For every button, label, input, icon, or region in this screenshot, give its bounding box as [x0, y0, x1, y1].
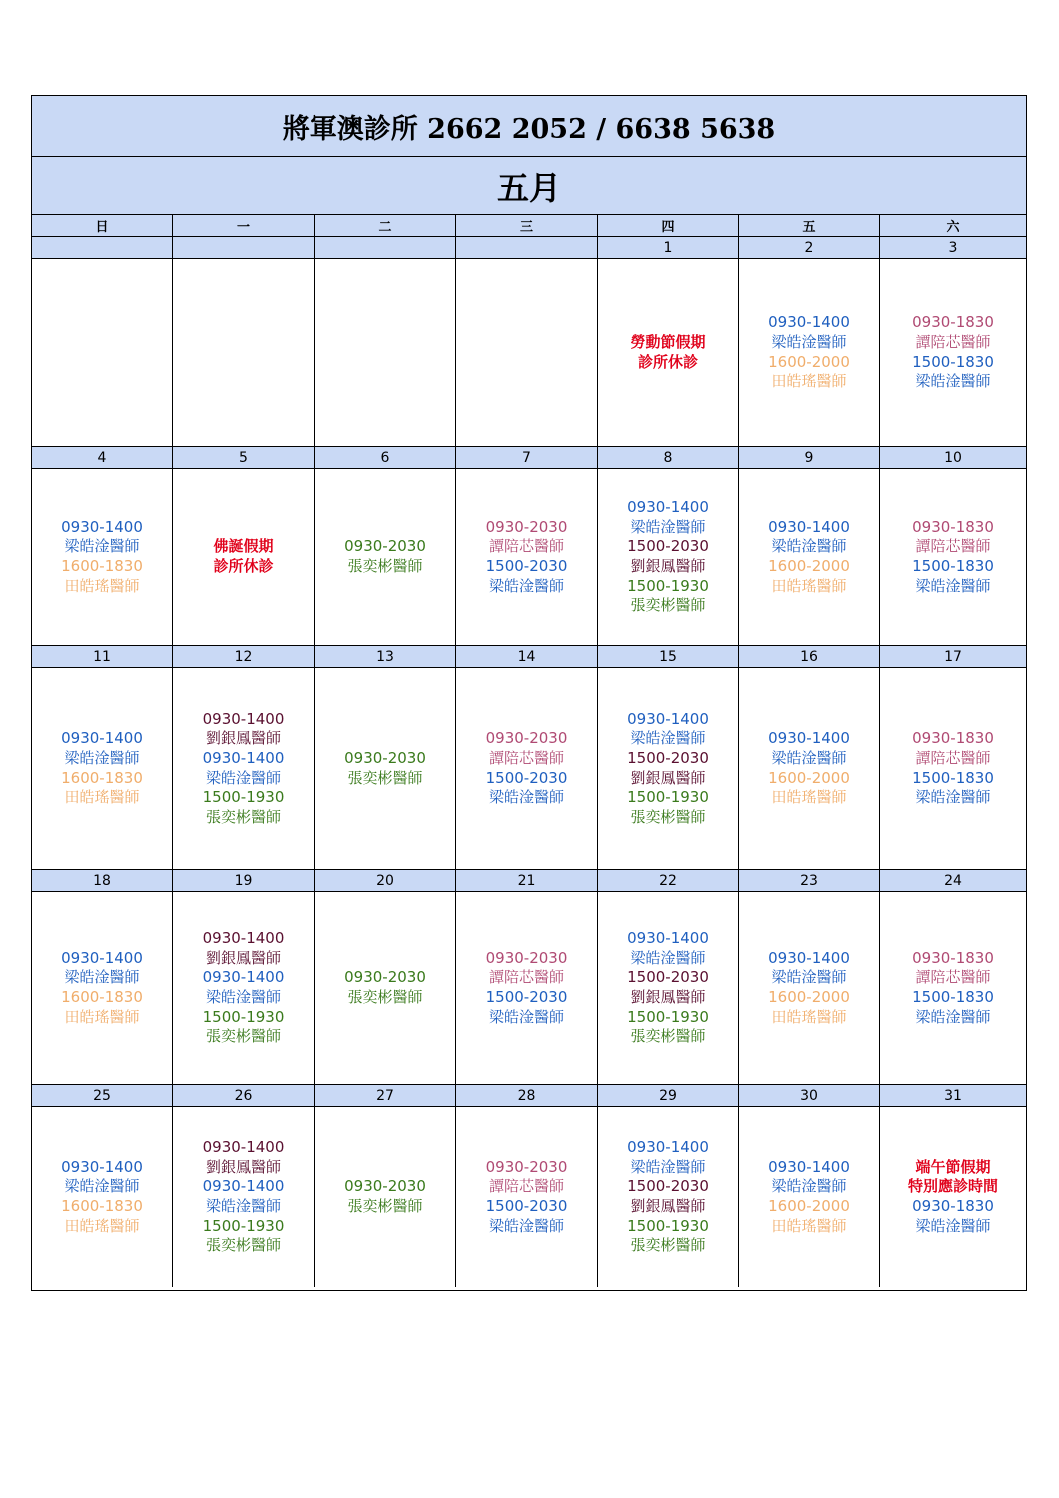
- doctor-name: 梁皓淦醫師: [915, 1216, 991, 1235]
- shift-time: 0930-1830: [912, 313, 994, 332]
- doctor-name: 梁皓淦醫師: [488, 1216, 564, 1235]
- shift-time: 0930-2030: [344, 1177, 426, 1196]
- shift-time: 1600-1830: [61, 988, 143, 1006]
- day-cell: [739, 469, 880, 645]
- doctor-name: 張奕彬醫師: [630, 1236, 706, 1255]
- day-cell: [880, 1107, 1026, 1287]
- doctor-name: 梁皓淦醫師: [915, 1007, 991, 1026]
- shift-time: 1500-1930: [202, 1216, 285, 1235]
- shift-time: 0930-1400: [627, 929, 709, 948]
- date-number: 30: [739, 1085, 880, 1106]
- date-number-row: [32, 646, 1026, 668]
- doctor-name: 劉銀鳳醫師: [205, 948, 281, 967]
- day-cell: [739, 1107, 880, 1287]
- shift-time: 1500-1830: [912, 988, 994, 1006]
- doctor-name: 梁皓淦醫師: [630, 948, 706, 967]
- shift-time: 0930-1830: [912, 729, 994, 748]
- date-number: 22: [598, 870, 739, 891]
- doctor-name: 張奕彬醫師: [347, 1197, 423, 1215]
- doctor-name: 梁皓淦醫師: [64, 537, 140, 556]
- doctor-name: 劉銀鳳醫師: [630, 768, 706, 787]
- day-cell: [173, 469, 315, 645]
- doctor-name: 梁皓淦醫師: [630, 729, 706, 748]
- day-cell: [880, 259, 1026, 446]
- shift-time: 0930-1400: [61, 1157, 143, 1176]
- doctor-name: 劉銀鳳醫師: [205, 729, 281, 748]
- doctor-name: 梁皓淦醫師: [630, 1157, 706, 1176]
- holiday-notice: 佛誕假期: [213, 537, 274, 556]
- shift-time: 0930-1400: [61, 948, 143, 967]
- shift-time: 0930-1400: [202, 709, 285, 728]
- doctor-name: 田皓瑤醫師: [64, 1216, 140, 1235]
- shift-time: 1500-2030: [485, 1197, 568, 1215]
- shift-time: 0930-2030: [485, 1157, 568, 1176]
- shift-time: 0930-2030: [344, 537, 426, 556]
- date-number: 28: [456, 1085, 598, 1106]
- day-cell: [880, 469, 1026, 645]
- day-cell: [598, 469, 739, 645]
- date-number: 21: [456, 870, 598, 891]
- doctor-name: 梁皓淦醫師: [915, 788, 991, 807]
- date-number: 5: [173, 447, 315, 468]
- doctor-name: 張奕彬醫師: [630, 807, 706, 826]
- doctor-name: 梁皓淦醫師: [771, 332, 847, 351]
- date-number: 14: [456, 646, 598, 667]
- doctor-name: 田皓瑤醫師: [771, 1216, 847, 1235]
- date-number: 19: [173, 870, 315, 891]
- doctor-name: 田皓瑤醫師: [771, 576, 847, 595]
- weekday-sat: 六: [946, 220, 960, 235]
- day-cell: [173, 892, 315, 1084]
- doctor-name: 梁皓淦醫師: [915, 576, 991, 595]
- doctor-name: 梁皓淦醫師: [64, 1177, 140, 1196]
- day-cell: [739, 892, 880, 1084]
- shift-time: 1500-1930: [202, 788, 285, 807]
- doctor-name: 張奕彬醫師: [205, 807, 281, 826]
- doctor-name: 田皓瑤醫師: [771, 372, 847, 391]
- doctor-name: 譚陪芯醫師: [488, 1177, 564, 1196]
- doctor-name: 田皓瑤醫師: [64, 1007, 140, 1026]
- doctor-name: 梁皓淦醫師: [205, 768, 281, 787]
- date-number: [32, 237, 173, 258]
- shift-time: 0930-2030: [485, 729, 568, 748]
- doctor-name: 梁皓淦醫師: [488, 576, 564, 595]
- doctor-name: 田皓瑤醫師: [64, 788, 140, 807]
- doctor-name: 譚陪芯醫師: [915, 332, 991, 351]
- shift-time: 1500-2030: [485, 988, 568, 1006]
- day-cell: [32, 892, 173, 1084]
- date-number: [173, 237, 315, 258]
- shift-time: 1500-1930: [627, 1007, 709, 1026]
- date-number-row: [32, 237, 1026, 259]
- shift-time: 0930-2030: [485, 948, 568, 967]
- day-cell: [598, 668, 739, 869]
- shift-time: 0930-1400: [202, 1177, 285, 1196]
- doctor-name: 梁皓淦醫師: [488, 788, 564, 807]
- date-number: [315, 237, 456, 258]
- day-cell: [32, 1107, 173, 1287]
- holiday-notice: 特別應診時間: [907, 1177, 998, 1196]
- shift-time: 0930-1400: [202, 1138, 285, 1157]
- shift-time: 0930-1400: [61, 517, 143, 536]
- date-number: 18: [32, 870, 173, 891]
- clinic-title: 將軍澳診所 2662 2052 / 6638 5638: [32, 96, 1026, 157]
- weekday-thu: 四: [598, 215, 739, 236]
- doctor-name: 譚陪芯醫師: [488, 968, 564, 987]
- schedule-row: [32, 892, 1026, 1085]
- shift-time: 0930-1400: [768, 729, 850, 748]
- shift-time: 1500-2030: [485, 768, 568, 787]
- shift-time: 1500-2030: [627, 748, 709, 767]
- doctor-name: 田皓瑤醫師: [771, 1007, 847, 1026]
- day-cell: [598, 892, 739, 1084]
- date-number: 26: [173, 1085, 315, 1106]
- holiday-notice: 端午節假期: [915, 1157, 991, 1176]
- shift-time: 1600-2000: [768, 352, 850, 371]
- date-number: 23: [739, 870, 880, 891]
- day-cell: [315, 1107, 456, 1287]
- shift-time: 1600-1830: [61, 557, 143, 575]
- doctor-name: 譚陪芯醫師: [488, 748, 564, 767]
- shift-time: 1500-2030: [627, 1177, 709, 1196]
- empty-day-cell: [173, 259, 315, 446]
- weekday-fri: 五: [739, 215, 880, 236]
- shift-time: 0930-1830: [912, 517, 994, 536]
- shift-time: 1500-2030: [627, 968, 709, 987]
- doctor-name: 梁皓淦醫師: [630, 517, 706, 536]
- day-cell: [456, 668, 598, 869]
- doctor-name: 劉銀鳳醫師: [205, 1157, 281, 1176]
- doctor-name: 梁皓淦醫師: [771, 968, 847, 987]
- day-cell: [880, 892, 1026, 1084]
- date-number: 29: [598, 1085, 739, 1106]
- doctor-name: 譚陪芯醫師: [915, 968, 991, 987]
- date-number: 10: [944, 449, 962, 466]
- doctor-name: 梁皓淦醫師: [64, 748, 140, 767]
- shift-time: 1600-2000: [768, 1197, 850, 1215]
- shift-time: 1600-1830: [61, 768, 143, 787]
- schedule-row: [32, 469, 1026, 646]
- date-number: 25: [32, 1085, 173, 1106]
- day-cell: [739, 668, 880, 869]
- shift-time: 0930-1400: [202, 748, 285, 767]
- doctor-name: 劉銀鳳醫師: [630, 1197, 706, 1215]
- date-number: 31: [944, 1087, 962, 1104]
- shift-time: 1500-1830: [912, 557, 994, 575]
- shift-time: 0930-2030: [485, 517, 568, 536]
- doctor-name: 梁皓淦醫師: [64, 968, 140, 987]
- doctor-name: 田皓瑤醫師: [64, 576, 140, 595]
- date-number: 1: [598, 237, 739, 258]
- doctor-name: 梁皓淦醫師: [771, 1177, 847, 1196]
- date-number: 15: [598, 646, 739, 667]
- day-cell: [32, 668, 173, 869]
- day-cell: [456, 1107, 598, 1287]
- date-number: 16: [739, 646, 880, 667]
- day-cell: [739, 259, 880, 446]
- day-cell: [173, 1107, 315, 1287]
- doctor-name: 劉銀鳳醫師: [630, 988, 706, 1006]
- doctor-name: 張奕彬醫師: [347, 557, 423, 575]
- doctor-name: 梁皓淦醫師: [771, 748, 847, 767]
- month-title: 五月: [32, 157, 1026, 215]
- date-number: 11: [32, 646, 173, 667]
- shift-time: 0930-2030: [344, 748, 426, 767]
- shift-time: 1500-2030: [485, 557, 568, 575]
- schedule-row: [32, 1107, 1026, 1288]
- shift-time: 0930-1400: [627, 709, 709, 728]
- shift-time: 0930-1830: [912, 948, 994, 967]
- date-number: 20: [315, 870, 456, 891]
- doctor-name: 張奕彬醫師: [347, 988, 423, 1006]
- empty-day-cell: [456, 259, 598, 446]
- shift-time: 0930-1400: [61, 729, 143, 748]
- doctor-name: 張奕彬醫師: [205, 1236, 281, 1255]
- shift-time: 1500-1930: [202, 1007, 285, 1026]
- shift-time: 1600-1830: [61, 1197, 143, 1215]
- day-cell: [32, 469, 173, 645]
- weekday-mon: 一: [173, 215, 315, 236]
- clinic-schedule: [31, 95, 1027, 1291]
- doctor-name: 梁皓淦醫師: [771, 537, 847, 556]
- date-number: 27: [315, 1085, 456, 1106]
- date-number: 24: [944, 872, 962, 889]
- day-cell: [456, 892, 598, 1084]
- shift-time: 0930-1400: [202, 929, 285, 948]
- day-cell: [598, 259, 739, 446]
- empty-day-cell: [32, 259, 173, 446]
- date-number: 8: [598, 447, 739, 468]
- date-number: 6: [315, 447, 456, 468]
- doctor-name: 張奕彬醫師: [630, 596, 706, 615]
- shift-time: 0930-1400: [768, 313, 850, 332]
- day-cell: [315, 668, 456, 869]
- date-number-row: [32, 1085, 1026, 1107]
- doctor-name: 劉銀鳳醫師: [630, 557, 706, 575]
- day-cell: [173, 668, 315, 869]
- shift-time: 0930-1830: [912, 1197, 994, 1215]
- date-number: 13: [315, 646, 456, 667]
- doctor-name: 梁皓淦醫師: [205, 988, 281, 1006]
- shift-time: 1500-1830: [912, 352, 994, 371]
- doctor-name: 張奕彬醫師: [205, 1027, 281, 1046]
- shift-time: 0930-1400: [627, 1138, 709, 1157]
- shift-time: 1600-2000: [768, 768, 850, 787]
- date-number: 17: [944, 648, 962, 665]
- shift-time: 1500-1930: [627, 576, 709, 595]
- doctor-name: 田皓瑤醫師: [771, 788, 847, 807]
- weekday-sun: 日: [32, 215, 173, 236]
- date-number: 9: [739, 447, 880, 468]
- holiday-notice: 診所休診: [637, 352, 698, 371]
- day-cell: [880, 668, 1026, 869]
- doctor-name: 譚陪芯醫師: [915, 748, 991, 767]
- date-number: 2: [739, 237, 880, 258]
- shift-time: 0930-1400: [627, 498, 709, 517]
- shift-time: 1500-1830: [912, 768, 994, 787]
- day-cell: [456, 469, 598, 645]
- date-number: 3: [948, 239, 958, 256]
- weekday-wed: 三: [456, 215, 598, 236]
- shift-time: 1500-1930: [627, 788, 709, 807]
- date-number-row: [32, 447, 1026, 469]
- shift-time: 0930-1400: [768, 1157, 850, 1176]
- day-cell: [315, 469, 456, 645]
- doctor-name: 譚陪芯醫師: [488, 537, 564, 556]
- weekday-header-row: [32, 215, 1026, 237]
- holiday-notice: 診所休診: [213, 557, 274, 575]
- shift-time: 0930-1400: [202, 968, 285, 987]
- shift-time: 1500-1930: [627, 1216, 709, 1235]
- holiday-notice: 勞動節假期: [630, 332, 706, 351]
- shift-time: 1600-2000: [768, 557, 850, 575]
- doctor-name: 梁皓淦醫師: [488, 1007, 564, 1026]
- date-number-row: [32, 870, 1026, 892]
- weekday-tue: 二: [315, 215, 456, 236]
- date-number: 7: [456, 447, 598, 468]
- day-cell: [598, 1107, 739, 1287]
- doctor-name: 梁皓淦醫師: [205, 1197, 281, 1215]
- day-cell: [315, 892, 456, 1084]
- doctor-name: 張奕彬醫師: [630, 1027, 706, 1046]
- date-number: 12: [173, 646, 315, 667]
- empty-day-cell: [315, 259, 456, 446]
- schedule-row: [32, 259, 1026, 447]
- date-number: 4: [32, 447, 173, 468]
- doctor-name: 譚陪芯醫師: [915, 537, 991, 556]
- shift-time: 1500-2030: [627, 537, 709, 556]
- doctor-name: 梁皓淦醫師: [915, 372, 991, 391]
- date-number: [456, 237, 598, 258]
- shift-time: 1600-2000: [768, 988, 850, 1006]
- schedule-row: [32, 668, 1026, 870]
- shift-time: 0930-1400: [768, 517, 850, 536]
- shift-time: 0930-2030: [344, 968, 426, 987]
- shift-time: 0930-1400: [768, 948, 850, 967]
- doctor-name: 張奕彬醫師: [347, 768, 423, 787]
